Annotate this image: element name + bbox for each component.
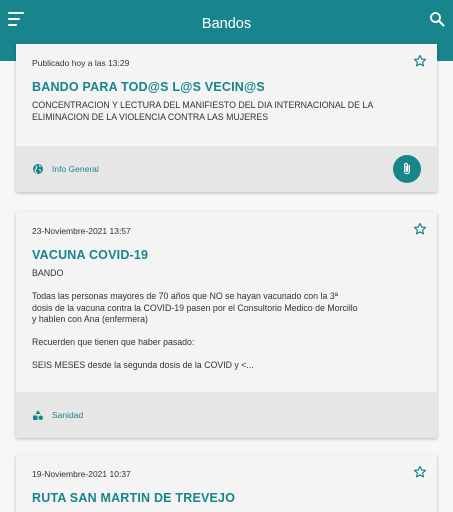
- category-tag: [32, 409, 83, 421]
- card-footer: [16, 146, 437, 192]
- bando-card[interactable]: [16, 212, 437, 438]
- card-date: 19-Noviembre-2021 10:37: [32, 469, 131, 479]
- page-title: Bandos: [201, 15, 252, 32]
- card-title: VACUNA COVID-19: [32, 248, 149, 262]
- category-label: Info General: [52, 164, 99, 174]
- card-title: BANDO PARA TOD@S L@S VECIN@S: [32, 80, 265, 94]
- search-icon[interactable]: [429, 11, 445, 27]
- bando-card[interactable]: [16, 44, 437, 192]
- card-text: BANDO Todas las personas mayores de 70 años que NO se hayan vacunado con la 3ª dosis de la vacuna contra la COVID-19 pasen por el Consultorio Medico de Morcillo y hablen con Ana (enfermera) Recuerden que tienen que haber pasado: SEIS MESES desde la segunda dosis de la COVID y <...: [32, 268, 358, 370]
- card-text: CONCENTRACION Y LECTURA DEL MANIFIESTO DEL DIA INTERNACIONAL DE LA ELIMINACION DE LA VIOLENCIA CONTRA LAS MUJERES: [32, 100, 374, 122]
- favorite-star-icon[interactable]: [413, 54, 427, 68]
- globe-icon: [32, 163, 44, 175]
- category-tag: [32, 163, 99, 175]
- card-date: Publicado hoy a las 13:29: [32, 58, 130, 68]
- app-bar: [0, 0, 453, 47]
- paperclip-icon: [400, 162, 414, 176]
- menu-icon[interactable]: [8, 12, 26, 30]
- attachment-button[interactable]: [393, 155, 421, 183]
- bando-card[interactable]: [16, 455, 437, 512]
- card-title: RUTA SAN MARTIN DE TREVEJO: [32, 491, 236, 505]
- card-date: 23-Noviembre-2021 13:57: [32, 226, 131, 236]
- card-footer: [16, 392, 437, 438]
- favorite-star-icon[interactable]: [413, 465, 427, 479]
- category-label: Sanidad: [52, 410, 84, 420]
- shapes-icon: [32, 409, 44, 421]
- favorite-star-icon[interactable]: [413, 222, 427, 236]
